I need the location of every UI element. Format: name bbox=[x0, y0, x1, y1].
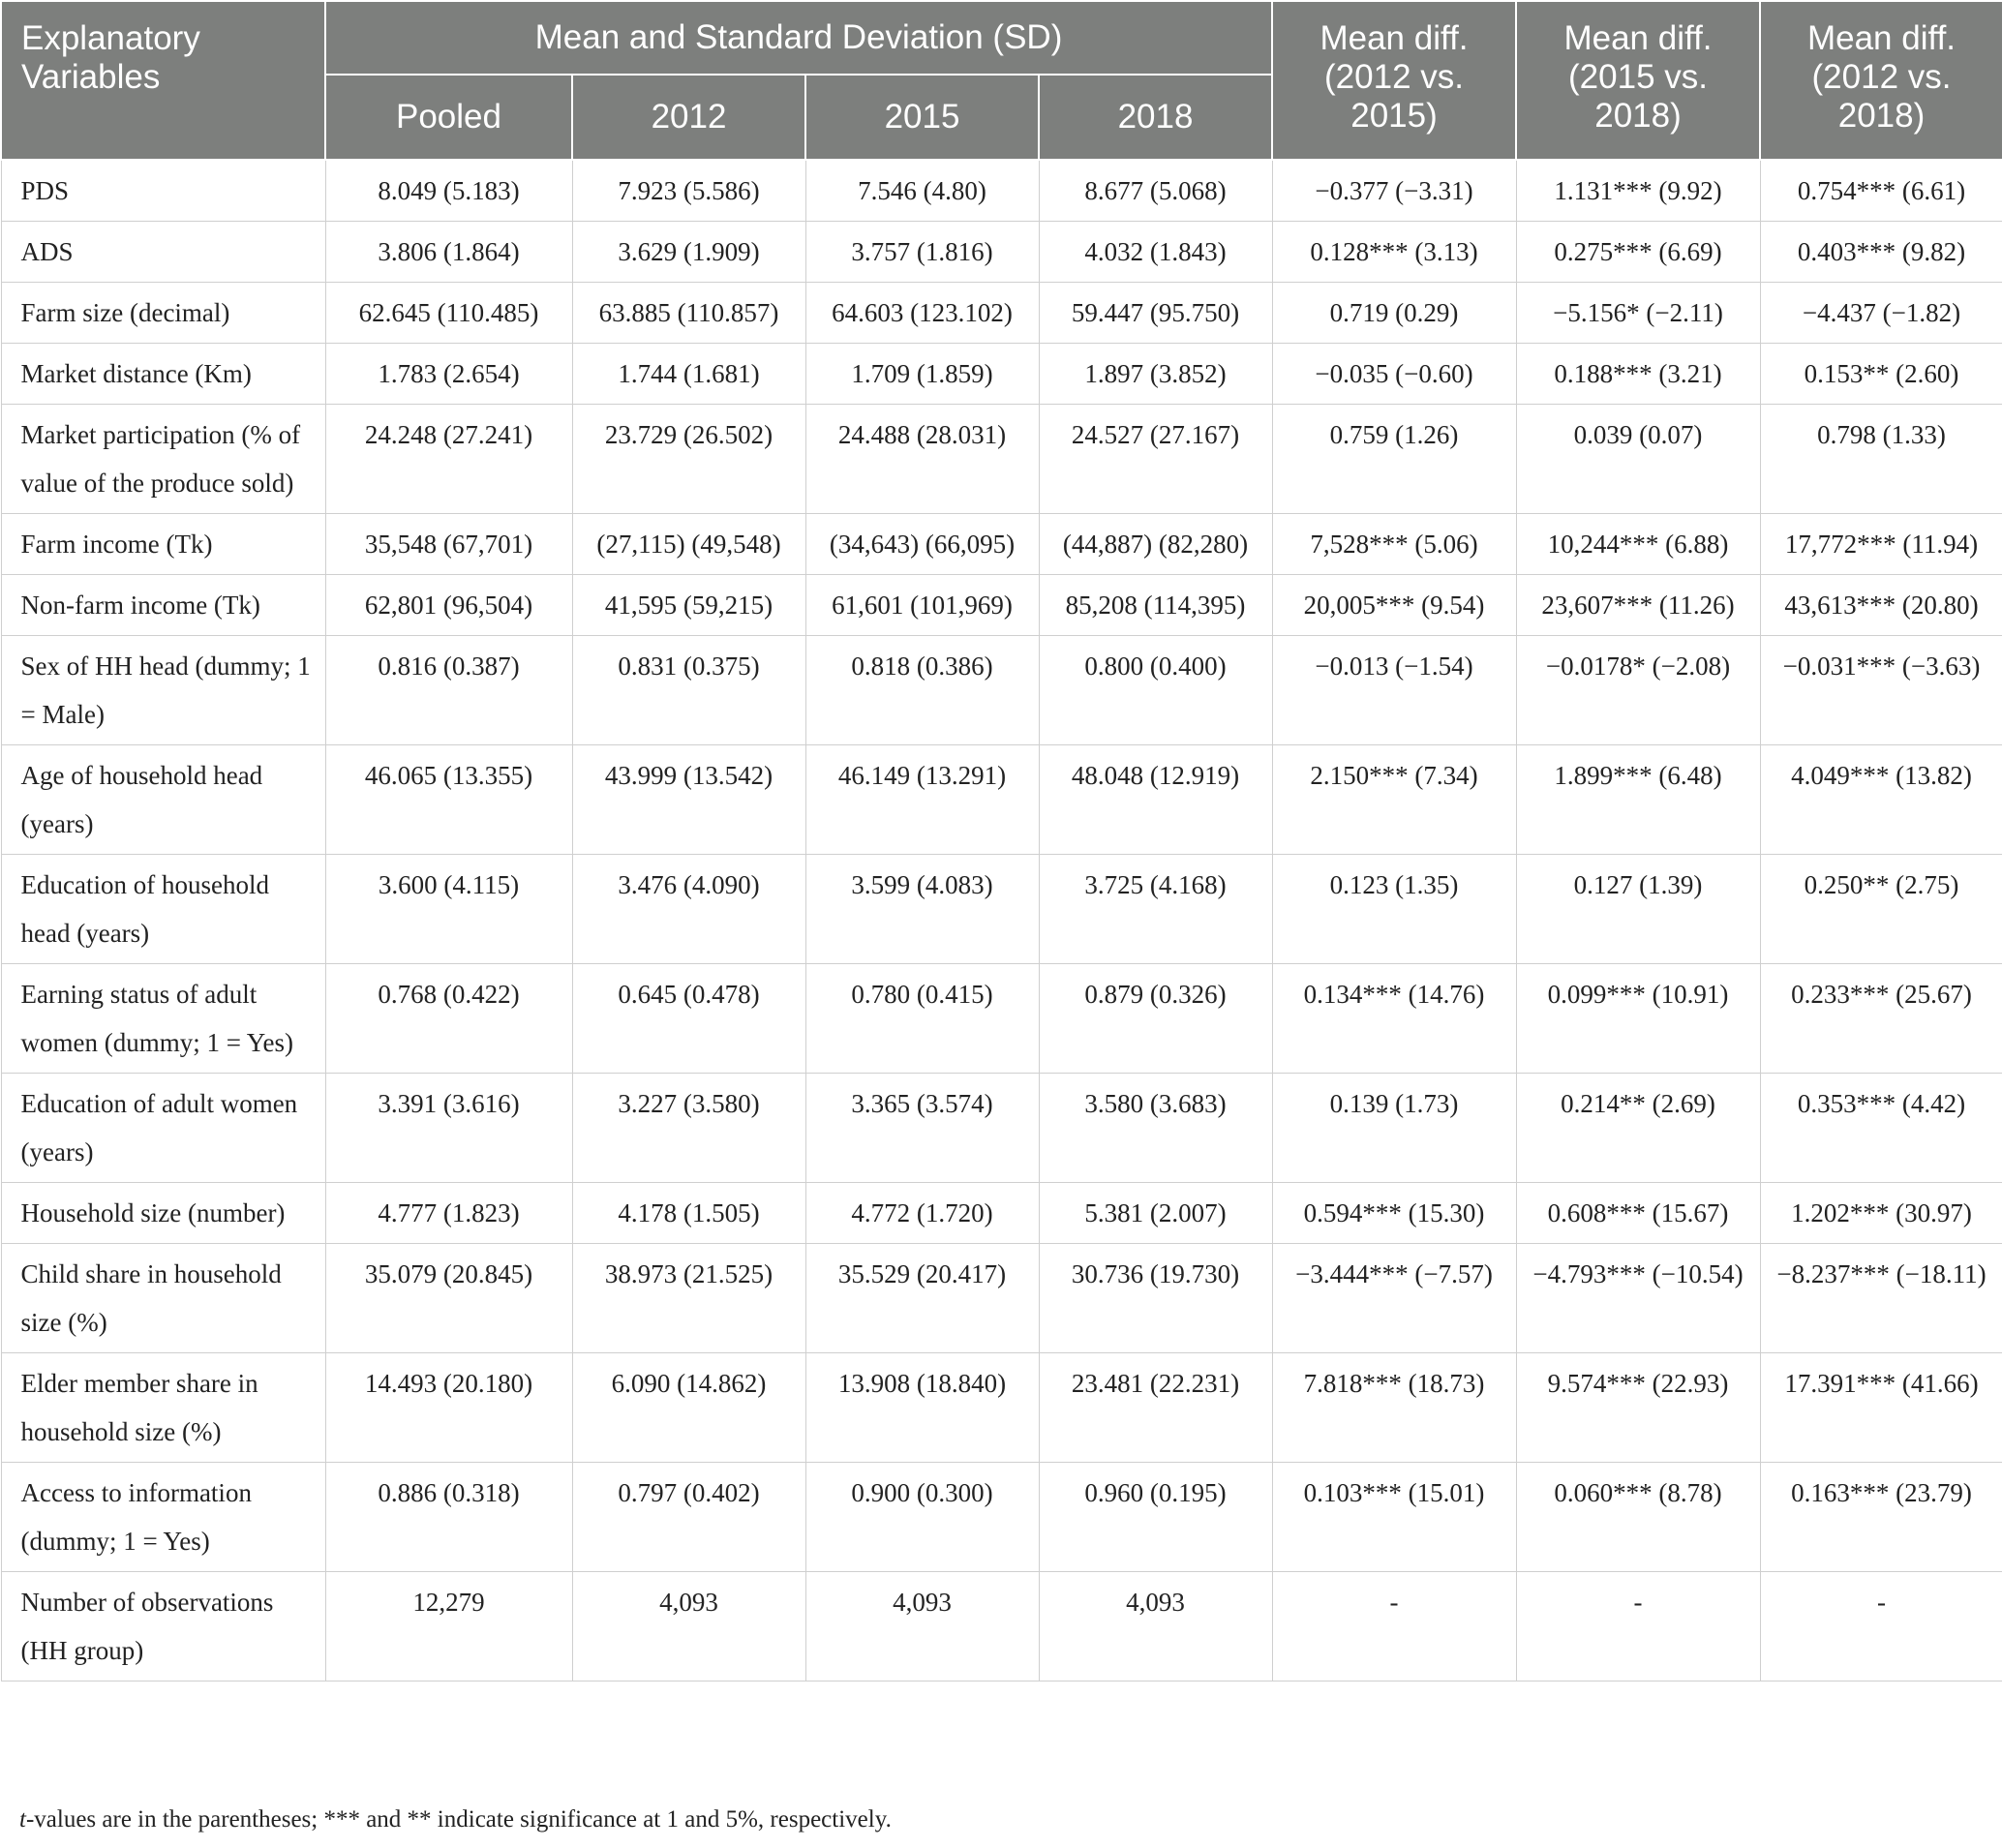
cell-pooled: 14.493 (20.180) bbox=[325, 1353, 572, 1463]
cell-diff-2015-2018: 0.188*** (3.21) bbox=[1516, 344, 1760, 405]
table-body bbox=[1, 160, 2002, 1681]
cell-2012: 1.744 (1.681) bbox=[572, 344, 805, 405]
cell-2015: 13.908 (18.840) bbox=[805, 1353, 1039, 1463]
table-row bbox=[1, 575, 2002, 636]
cell-2015: 35.529 (20.417) bbox=[805, 1244, 1039, 1353]
cell-diff-2012-2018: 0.353*** (4.42) bbox=[1760, 1074, 2002, 1183]
cell-diff-2012-2015: 0.139 (1.73) bbox=[1272, 1074, 1516, 1183]
cell-pooled: 0.886 (0.318) bbox=[325, 1463, 572, 1572]
table-row bbox=[1, 1074, 2002, 1183]
row-label: Number of observations (HH group) bbox=[1, 1572, 325, 1681]
cell-diff-2012-2015: 0.594*** (15.30) bbox=[1272, 1183, 1516, 1244]
cell-pooled: 12,279 bbox=[325, 1572, 572, 1681]
cell-diff-2015-2018: 0.060*** (8.78) bbox=[1516, 1463, 1760, 1572]
cell-diff-2012-2018: −4.437 (−1.82) bbox=[1760, 283, 2002, 344]
cell-diff-2015-2018: 1.899*** (6.48) bbox=[1516, 745, 1760, 855]
cell-2018: 8.677 (5.068) bbox=[1039, 160, 1272, 222]
cell-2015: 7.546 (4.80) bbox=[805, 160, 1039, 222]
row-label: Access to information (dummy; 1 = Yes) bbox=[1, 1463, 325, 1572]
header-2018: 2018 bbox=[1039, 75, 1272, 160]
cell-diff-2012-2018: 43,613*** (20.80) bbox=[1760, 575, 2002, 636]
table-row bbox=[1, 1463, 2002, 1572]
table-row bbox=[1, 745, 2002, 855]
cell-diff-2012-2018: 4.049*** (13.82) bbox=[1760, 745, 2002, 855]
cell-2012: 3.629 (1.909) bbox=[572, 222, 805, 283]
row-label: ADS bbox=[1, 222, 325, 283]
cell-2015: 64.603 (123.102) bbox=[805, 283, 1039, 344]
cell-pooled: 3.391 (3.616) bbox=[325, 1074, 572, 1183]
cell-diff-2012-2015: 0.123 (1.35) bbox=[1272, 855, 1516, 964]
cell-diff-2012-2015: 0.134*** (14.76) bbox=[1272, 964, 1516, 1074]
cell-diff-2015-2018: −5.156* (−2.11) bbox=[1516, 283, 1760, 344]
cell-pooled: 8.049 (5.183) bbox=[325, 160, 572, 222]
table-row bbox=[1, 514, 2002, 575]
footnote-text: -values are in the parentheses; *** and ** indicate significance at 1 and 5%, respectively. bbox=[25, 1806, 892, 1833]
cell-2012: 4,093 bbox=[572, 1572, 805, 1681]
row-label: Market distance (Km) bbox=[1, 344, 325, 405]
cell-diff-2012-2015: - bbox=[1272, 1572, 1516, 1681]
row-label: Market participation (% of value of the produce sold) bbox=[1, 405, 325, 514]
cell-2015: 4.772 (1.720) bbox=[805, 1183, 1039, 1244]
cell-diff-2012-2015: −3.444*** (−7.57) bbox=[1272, 1244, 1516, 1353]
cell-2012: 3.476 (4.090) bbox=[572, 855, 805, 964]
cell-2015: 0.900 (0.300) bbox=[805, 1463, 1039, 1572]
header-mean-diff-2012-2018: Mean diff. (2012 vs. 2018) bbox=[1760, 1, 2002, 160]
cell-2012: 0.645 (0.478) bbox=[572, 964, 805, 1074]
cell-diff-2012-2015: 0.103*** (15.01) bbox=[1272, 1463, 1516, 1572]
row-label: Farm income (Tk) bbox=[1, 514, 325, 575]
table-row bbox=[1, 1244, 2002, 1353]
cell-pooled: 4.777 (1.823) bbox=[325, 1183, 572, 1244]
cell-2015: (34,643) (66,095) bbox=[805, 514, 1039, 575]
cell-diff-2012-2015: 0.128*** (3.13) bbox=[1272, 222, 1516, 283]
cell-diff-2015-2018: 0.039 (0.07) bbox=[1516, 405, 1760, 514]
row-label: Elder member share in household size (%) bbox=[1, 1353, 325, 1463]
cell-2012: 43.999 (13.542) bbox=[572, 745, 805, 855]
row-label: Child share in household size (%) bbox=[1, 1244, 325, 1353]
cell-2015: 3.365 (3.574) bbox=[805, 1074, 1039, 1183]
cell-2012: (27,115) (49,548) bbox=[572, 514, 805, 575]
cell-2015: 0.818 (0.386) bbox=[805, 636, 1039, 745]
table-row bbox=[1, 405, 2002, 514]
row-label: Farm size (decimal) bbox=[1, 283, 325, 344]
cell-2018: 85,208 (114,395) bbox=[1039, 575, 1272, 636]
cell-2012: 0.797 (0.402) bbox=[572, 1463, 805, 1572]
cell-diff-2012-2018: 0.403*** (9.82) bbox=[1760, 222, 2002, 283]
cell-pooled: 35,548 (67,701) bbox=[325, 514, 572, 575]
cell-diff-2015-2018: −4.793*** (−10.54) bbox=[1516, 1244, 1760, 1353]
cell-2018: 24.527 (27.167) bbox=[1039, 405, 1272, 514]
cell-2012: 3.227 (3.580) bbox=[572, 1074, 805, 1183]
cell-2015: 24.488 (28.031) bbox=[805, 405, 1039, 514]
cell-diff-2012-2018: 17.391*** (41.66) bbox=[1760, 1353, 2002, 1463]
cell-diff-2012-2018: 0.153** (2.60) bbox=[1760, 344, 2002, 405]
cell-2015: 61,601 (101,969) bbox=[805, 575, 1039, 636]
row-label: Non-farm income (Tk) bbox=[1, 575, 325, 636]
cell-pooled: 1.783 (2.654) bbox=[325, 344, 572, 405]
cell-pooled: 24.248 (27.241) bbox=[325, 405, 572, 514]
header-mean-diff-2015-2018: Mean diff. (2015 vs. 2018) bbox=[1516, 1, 1760, 160]
cell-diff-2012-2018: 0.163*** (23.79) bbox=[1760, 1463, 2002, 1572]
table-row bbox=[1, 1353, 2002, 1463]
cell-diff-2015-2018: 0.608*** (15.67) bbox=[1516, 1183, 1760, 1244]
cell-diff-2012-2015: 0.759 (1.26) bbox=[1272, 405, 1516, 514]
cell-diff-2012-2018: - bbox=[1760, 1572, 2002, 1681]
cell-diff-2012-2015: 0.719 (0.29) bbox=[1272, 283, 1516, 344]
cell-2018: 59.447 (95.750) bbox=[1039, 283, 1272, 344]
cell-diff-2012-2018: 0.233*** (25.67) bbox=[1760, 964, 2002, 1074]
cell-2015: 0.780 (0.415) bbox=[805, 964, 1039, 1074]
table-row bbox=[1, 344, 2002, 405]
cell-2018: (44,887) (82,280) bbox=[1039, 514, 1272, 575]
cell-diff-2012-2018: −8.237*** (−18.11) bbox=[1760, 1244, 2002, 1353]
cell-pooled: 0.768 (0.422) bbox=[325, 964, 572, 1074]
header-explanatory-variables: Explanatory Variables bbox=[1, 1, 325, 160]
table-footnote bbox=[19, 1806, 892, 1833]
table-row bbox=[1, 1183, 2002, 1244]
cell-2018: 23.481 (22.231) bbox=[1039, 1353, 1272, 1463]
header-mean-sd: Mean and Standard Deviation (SD) bbox=[325, 1, 1272, 75]
cell-2018: 48.048 (12.919) bbox=[1039, 745, 1272, 855]
cell-2018: 3.580 (3.683) bbox=[1039, 1074, 1272, 1183]
cell-2018: 30.736 (19.730) bbox=[1039, 1244, 1272, 1353]
cell-diff-2012-2015: −0.013 (−1.54) bbox=[1272, 636, 1516, 745]
cell-2015: 1.709 (1.859) bbox=[805, 344, 1039, 405]
cell-diff-2012-2018: −0.031*** (−3.63) bbox=[1760, 636, 2002, 745]
cell-diff-2012-2015: −0.035 (−0.60) bbox=[1272, 344, 1516, 405]
cell-diff-2015-2018: 1.131*** (9.92) bbox=[1516, 160, 1760, 222]
cell-2012: 4.178 (1.505) bbox=[572, 1183, 805, 1244]
header-pooled: Pooled bbox=[325, 75, 572, 160]
cell-2015: 46.149 (13.291) bbox=[805, 745, 1039, 855]
table-row bbox=[1, 636, 2002, 745]
table-row bbox=[1, 222, 2002, 283]
row-label: Sex of HH head (dummy; 1 = Male) bbox=[1, 636, 325, 745]
cell-diff-2015-2018: 0.127 (1.39) bbox=[1516, 855, 1760, 964]
row-label: Education of household head (years) bbox=[1, 855, 325, 964]
cell-pooled: 3.806 (1.864) bbox=[325, 222, 572, 283]
cell-diff-2012-2018: 17,772*** (11.94) bbox=[1760, 514, 2002, 575]
cell-pooled: 3.600 (4.115) bbox=[325, 855, 572, 964]
cell-diff-2015-2018: 9.574*** (22.93) bbox=[1516, 1353, 1760, 1463]
cell-2018: 5.381 (2.007) bbox=[1039, 1183, 1272, 1244]
cell-diff-2012-2015: 7,528*** (5.06) bbox=[1272, 514, 1516, 575]
cell-diff-2015-2018: −0.0178* (−2.08) bbox=[1516, 636, 1760, 745]
footnote-t: t bbox=[19, 1806, 26, 1833]
cell-pooled: 0.816 (0.387) bbox=[325, 636, 572, 745]
header-2012: 2012 bbox=[572, 75, 805, 160]
cell-2012: 63.885 (110.857) bbox=[572, 283, 805, 344]
cell-pooled: 62.645 (110.485) bbox=[325, 283, 572, 344]
cell-2015: 3.757 (1.816) bbox=[805, 222, 1039, 283]
cell-2018: 0.960 (0.195) bbox=[1039, 1463, 1272, 1572]
cell-diff-2012-2015: 2.150*** (7.34) bbox=[1272, 745, 1516, 855]
cell-diff-2015-2018: 0.275*** (6.69) bbox=[1516, 222, 1760, 283]
cell-diff-2012-2018: 0.754*** (6.61) bbox=[1760, 160, 2002, 222]
cell-diff-2015-2018: 23,607*** (11.26) bbox=[1516, 575, 1760, 636]
cell-diff-2012-2018: 0.250** (2.75) bbox=[1760, 855, 2002, 964]
cell-pooled: 46.065 (13.355) bbox=[325, 745, 572, 855]
table-row bbox=[1, 283, 2002, 344]
row-label: PDS bbox=[1, 160, 325, 222]
cell-2018: 1.897 (3.852) bbox=[1039, 344, 1272, 405]
table-row bbox=[1, 160, 2002, 222]
cell-diff-2012-2015: 20,005*** (9.54) bbox=[1272, 575, 1516, 636]
table-header bbox=[1, 1, 2002, 160]
cell-diff-2012-2018: 1.202*** (30.97) bbox=[1760, 1183, 2002, 1244]
header-mean-diff-2012-2015: Mean diff. (2012 vs. 2015) bbox=[1272, 1, 1516, 160]
cell-2012: 38.973 (21.525) bbox=[572, 1244, 805, 1353]
table-row bbox=[1, 1572, 2002, 1681]
cell-diff-2015-2018: 0.214** (2.69) bbox=[1516, 1074, 1760, 1183]
cell-2012: 0.831 (0.375) bbox=[572, 636, 805, 745]
table-row bbox=[1, 855, 2002, 964]
row-label: Household size (number) bbox=[1, 1183, 325, 1244]
cell-pooled: 62,801 (96,504) bbox=[325, 575, 572, 636]
cell-2018: 4.032 (1.843) bbox=[1039, 222, 1272, 283]
cell-diff-2012-2015: 7.818*** (18.73) bbox=[1272, 1353, 1516, 1463]
cell-2015: 3.599 (4.083) bbox=[805, 855, 1039, 964]
cell-2018: 4,093 bbox=[1039, 1572, 1272, 1681]
cell-diff-2015-2018: 10,244*** (6.88) bbox=[1516, 514, 1760, 575]
row-label: Earning status of adult women (dummy; 1 = Yes) bbox=[1, 964, 325, 1074]
cell-2012: 41,595 (59,215) bbox=[572, 575, 805, 636]
row-label: Education of adult women (years) bbox=[1, 1074, 325, 1183]
cell-pooled: 35.079 (20.845) bbox=[325, 1244, 572, 1353]
cell-diff-2015-2018: 0.099*** (10.91) bbox=[1516, 964, 1760, 1074]
cell-2018: 3.725 (4.168) bbox=[1039, 855, 1272, 964]
cell-2018: 0.879 (0.326) bbox=[1039, 964, 1272, 1074]
cell-2012: 23.729 (26.502) bbox=[572, 405, 805, 514]
cell-2015: 4,093 bbox=[805, 1572, 1039, 1681]
cell-2012: 6.090 (14.862) bbox=[572, 1353, 805, 1463]
cell-2012: 7.923 (5.586) bbox=[572, 160, 805, 222]
cell-diff-2012-2018: 0.798 (1.33) bbox=[1760, 405, 2002, 514]
cell-diff-2012-2015: −0.377 (−3.31) bbox=[1272, 160, 1516, 222]
header-2015: 2015 bbox=[805, 75, 1039, 160]
table-row bbox=[1, 964, 2002, 1074]
cell-2018: 0.800 (0.400) bbox=[1039, 636, 1272, 745]
row-label: Age of household head (years) bbox=[1, 745, 325, 855]
cell-diff-2015-2018: - bbox=[1516, 1572, 1760, 1681]
